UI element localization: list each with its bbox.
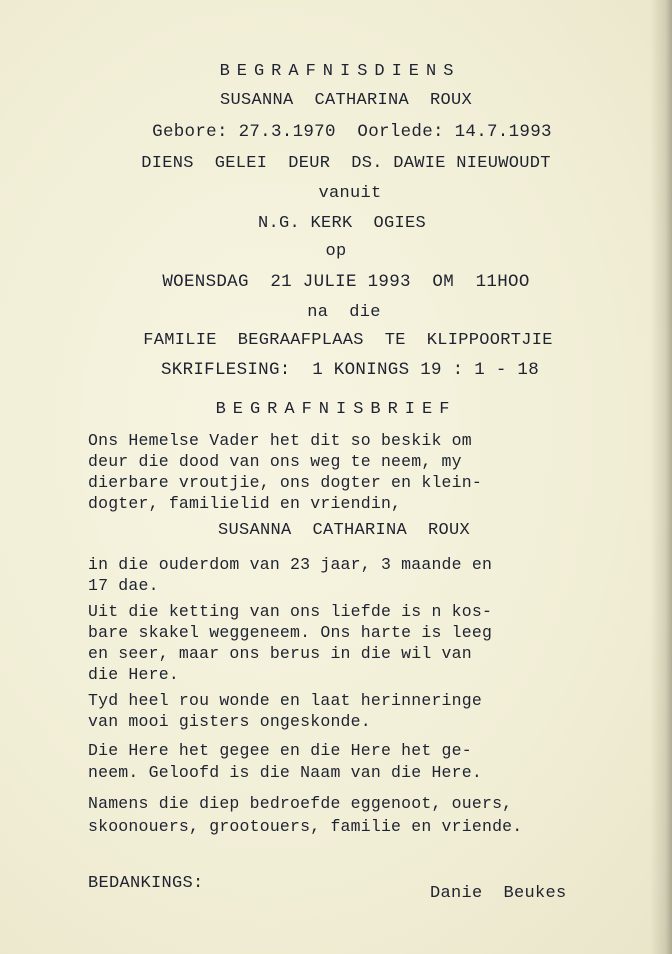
paper-edge-shadow <box>650 0 672 954</box>
thanks-contact: Danie Beukes <box>430 884 567 903</box>
letter-deceased-name: SUSANNA CATHARINA ROUX <box>217 521 471 540</box>
deceased-name: SUSANNA CATHARINA ROUX <box>219 91 473 110</box>
notice-title: BEGRAFNISDIENS <box>219 62 461 81</box>
after-word: na die <box>307 303 381 322</box>
letter-p3-line1: Uit die ketting van ons liefde is n kos- <box>88 602 493 621</box>
letter-p1-line4: dogter, familielid en vriendin, <box>88 494 402 513</box>
letter-p4-line1: Tyd heel rou wonde en laat herinneringe <box>88 691 482 710</box>
letter-p6-line1: Namens die diep bedroefde eggenoot, ouers, <box>88 794 513 813</box>
from-word: vanuit <box>318 184 382 203</box>
letter-p5-line2: neem. Geloofd is die Naam van die Here. <box>88 763 482 782</box>
cemetery-line: FAMILIE BEGRAAFPLAAS TE KLIPPOORTJIE <box>143 331 553 350</box>
letter-p1-line1: Ons Hemelse Vader het dit so beskik om <box>88 431 472 450</box>
on-word: op <box>325 242 347 261</box>
service-date-time: WOENSDAG 21 JULIE 1993 OM 11HOO <box>162 272 530 292</box>
letter-title: BEGRAFNISBRIEF <box>215 400 457 419</box>
letter-p2-line2: 17 dae. <box>88 576 159 595</box>
letter-p6-line2: skoonouers, grootouers, familie en vriende. <box>88 817 523 836</box>
letter-p1-line2: deur die dood van ons weg te neem, my <box>88 452 462 471</box>
letter-p4-line2: van mooi gisters ongeskonde. <box>88 712 371 731</box>
letter-p1-line3: dierbare vroutjie, ons dogter en klein- <box>88 473 482 492</box>
church-name: N.G. KERK OGIES <box>257 214 427 233</box>
thanks-label: BEDANKINGS: <box>88 874 204 893</box>
letter-p3-line2: bare skakel weggeneem. Ons harte is leeg <box>88 623 493 642</box>
letter-p3-line3: en seer, maar ons berus in die wil van <box>88 644 472 663</box>
letter-p5-line1: Die Here het gegee en die Here het ge- <box>88 741 472 760</box>
birth-death-dates: Gebore: 27.3.1970 Oorlede: 14.7.1993 <box>152 122 552 142</box>
letter-p2-line1: in die ouderdom van 23 jaar, 3 maande en <box>88 555 493 574</box>
officiant-line: DIENS GELEI DEUR DS. DAWIE NIEUWOUDT <box>141 154 551 173</box>
letter-p3-line4: die Here. <box>88 665 179 684</box>
scripture-line: SKRIFLESING: 1 KONINGS 19 : 1 - 18 <box>160 360 540 380</box>
